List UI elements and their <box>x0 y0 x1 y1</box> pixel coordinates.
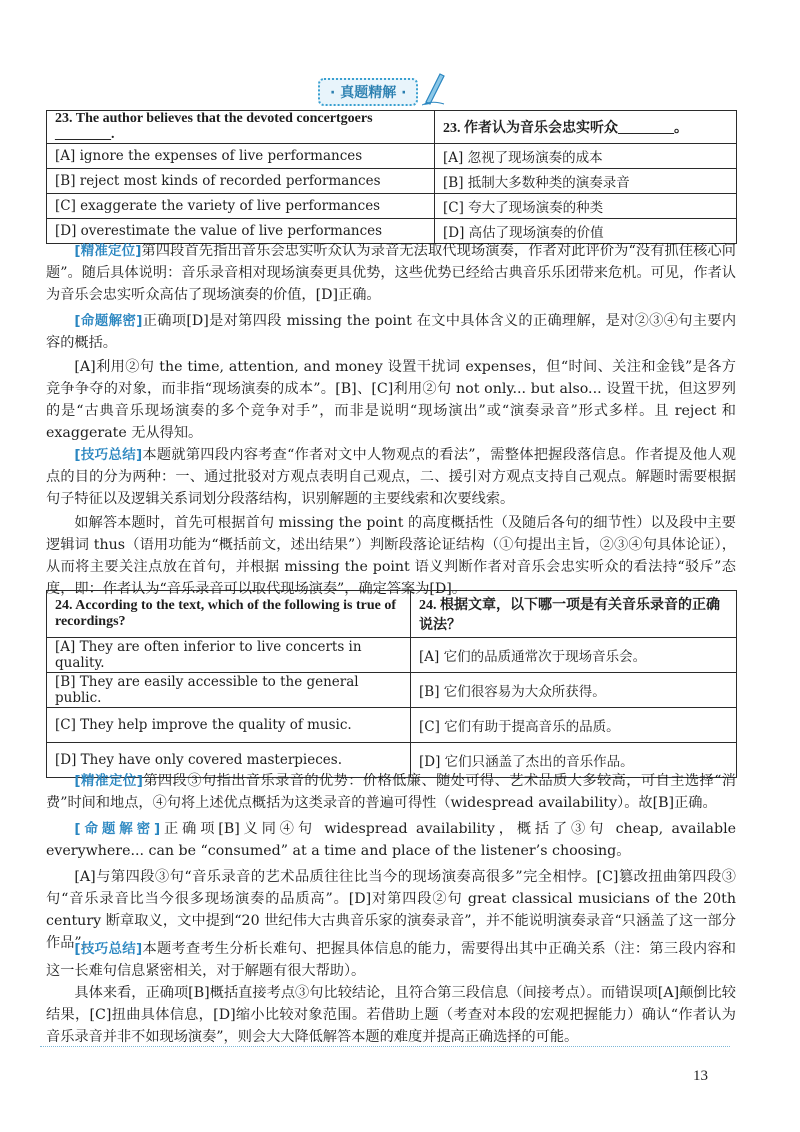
q23-decode-paragraph <box>46 310 736 354</box>
pen-icon <box>422 70 446 106</box>
q23-decode-text: 正确项[D]是对第四段 missing the point 在文中具体含义的正确理解，是对②③④句主要内容的概括。 <box>46 313 737 351</box>
q23-option-a-en: [A] ignore the expenses of live performances <box>47 144 435 169</box>
q24-summary-paragraph: 具体来看，正确项[B]概括直接考点③句比较结论，且符合第三段信息（间接考点）。而错误项[A]颠倒比较结果，[C]扭曲具体信息，[D]缩小比较对象范围。若借助上题（考查对本段的宏观把握能力）确认“作者认为音乐录音并非不如现场演奏”，则会大大降低解答本题的难度并提高正确选择的可能。 <box>46 985 736 1045</box>
q24-locate-paragraph <box>46 770 736 814</box>
q23-locate-tag: [精准定位] <box>74 243 142 259</box>
q23-option-d-en: [D] overestimate the value of live performances <box>47 219 435 244</box>
table-row <box>47 708 737 743</box>
q24-option-d-zh: [D] 它们只涵盖了杰出的音乐作品。 <box>411 743 737 778</box>
q24-question-zh: 24. 根据文章，以下哪一项是有关音乐录音的正确说法？ <box>411 591 737 638</box>
q23-option-c-zh: [C] 夸大了现场演奏的种类 <box>435 194 737 219</box>
q24-tips-text: 本题考查考生分析长难句、把握具体信息的能力，需要得出其中正确关系（注：第三段内容和这一长难句信息紧密相关，对于解题有很大帮助）。 <box>46 941 736 979</box>
table-row <box>47 591 737 638</box>
q24-option-d-en: [D] They have only covered masterpieces. <box>47 743 411 778</box>
table-row <box>47 111 737 144</box>
q24-option-c-zh: [C] 它们有助于提高音乐的品质。 <box>411 708 737 743</box>
table-row <box>47 169 737 194</box>
q24-question-en: 24. According to the text, which of the following is true of recordings? <box>47 591 411 638</box>
q23-locate-paragraph <box>46 240 736 306</box>
section-title: · 真题精解 · <box>330 85 407 101</box>
q24-distractor-paragraph: [A]与第四段③句“音乐录音的艺术品质往往比当今的现场演奏高很多”完全相悖。[C]篡改扭曲第四段③句“音乐录音比当今很多现场演奏的品质高”。[D]对第四段②句 great classical musicians of the 20th century 断章取义，文中提到“20 世纪伟大古典音乐家的演奏录音”，并不能说明演奏录音“只涵盖了这一部分作品”。 <box>46 869 736 951</box>
q23-tips-paragraph <box>46 444 736 510</box>
q24-locate-text: 第四段③句指出音乐录音的优势：价格低廉、随处可得、艺术品质大多较高，可自主选择“消费”时间和地点，④句将上述优点概括为这类录音的普遍可得性（widespread availability）。故[B]正确。 <box>46 773 736 811</box>
q24-table <box>46 590 737 778</box>
q23-option-c-en: [C] exaggerate the variety of live performances <box>47 194 435 219</box>
section-title-badge <box>318 78 418 106</box>
table-row <box>47 194 737 219</box>
q23-question-zh: 23. 作者认为音乐会忠实听众________。 <box>435 111 737 144</box>
table-row <box>47 673 737 708</box>
table-row <box>47 638 737 673</box>
q24-option-b-zh: [B] 它们很容易为大众所获得。 <box>411 673 737 708</box>
q24-tips-tag: [技巧总结] <box>74 941 143 957</box>
q24-tips-paragraph <box>46 938 736 982</box>
q23-tips-tag: [技巧总结] <box>74 447 143 463</box>
q24-decode-paragraph <box>46 818 736 862</box>
q23-tips-text: 本题就第四段内容考查“作者对文中人物观点的看法”，需整体把握段落信息。作者提及他人观点的目的分为两种：一、通过批驳对方观点表明自己观点，二、援引对方观点支持自己观点。解题时需要根据句子特征以及逻辑关系词划分段落结构，识别解题的主要线索和次要线索。 <box>46 447 736 507</box>
q24-decode-text: 正确项[B]义同④句 widespread availability，概括了③句 cheap, available everywhere... can be “consumed” at a time and place of the listener’s choosing。 <box>46 821 736 859</box>
q23-question-en: 23. The author believes that the devoted concertgoers ________. <box>47 111 435 144</box>
q23-table <box>46 110 737 244</box>
q23-decode-tag: [命题解密] <box>74 313 143 329</box>
page-number: 13 <box>693 1068 708 1084</box>
q23-option-a-zh: [A] 忽视了现场演奏的成本 <box>435 144 737 169</box>
q23-option-b-zh: [B] 抵制大多数种类的演奏录音 <box>435 169 737 194</box>
q23-example-paragraph: 如解答本题时，首先可根据首句 missing the point 的高度概括性（及随后各句的细节性）以及段中主要逻辑词 thus（语用功能为“概括前文，述出结果”）判断段落论证结构（①句提出主旨，②③④句具体论证），从而将主要关注点放在首句，并根据 missing the point 语义判断作者对音乐会忠实听众的看法持“驳斥”态度，即：作者认为“音乐录音可以取代现场演奏”，确定答案为[D]。 <box>46 515 736 597</box>
q24-decode-tag: [命题解密] <box>74 821 161 837</box>
q24-option-a-zh: [A] 它们的品质通常次于现场音乐会。 <box>411 638 737 673</box>
q24-locate-tag: [精准定位] <box>74 773 143 789</box>
table-row <box>47 144 737 169</box>
q23-locate-text: 第四段首先指出音乐会忠实听众认为录音无法取代现场演奏，作者对此评价为“没有抓住核心问题”。随后具体说明：音乐录音相对现场演奏更具优势，这些优势已经给古典音乐乐团带来危机。可见，作者认为音乐会忠实听众高估了现场演奏的价值，[D]正确。 <box>46 243 736 303</box>
q23-distractor-paragraph: [A]利用②句 the time, attention, and money 设置干扰词 expenses，但“时间、关注和金钱”是各方竞争争夺的对象，而非指“现场演奏的成本”。[B]、[C]利用②句 not only... but also... 设置干扰，但这罗列的是“古典音乐现场演奏的多个竞争对手”，而非是说明“现场演出”或“演奏录音”形式多样。且 reject 和 exaggerate 无从得知。 <box>46 359 736 441</box>
q24-option-b-en: [B] They are easily accessible to the general public. <box>47 673 411 708</box>
q24-option-c-en: [C] They help improve the quality of music. <box>47 708 411 743</box>
q23-option-d-zh: [D] 高估了现场演奏的价值 <box>435 219 737 244</box>
footer-divider <box>40 1046 730 1047</box>
q23-option-b-en: [B] reject most kinds of recorded performances <box>47 169 435 194</box>
q24-option-a-en: [A] They are often inferior to live concerts in quality. <box>47 638 411 673</box>
